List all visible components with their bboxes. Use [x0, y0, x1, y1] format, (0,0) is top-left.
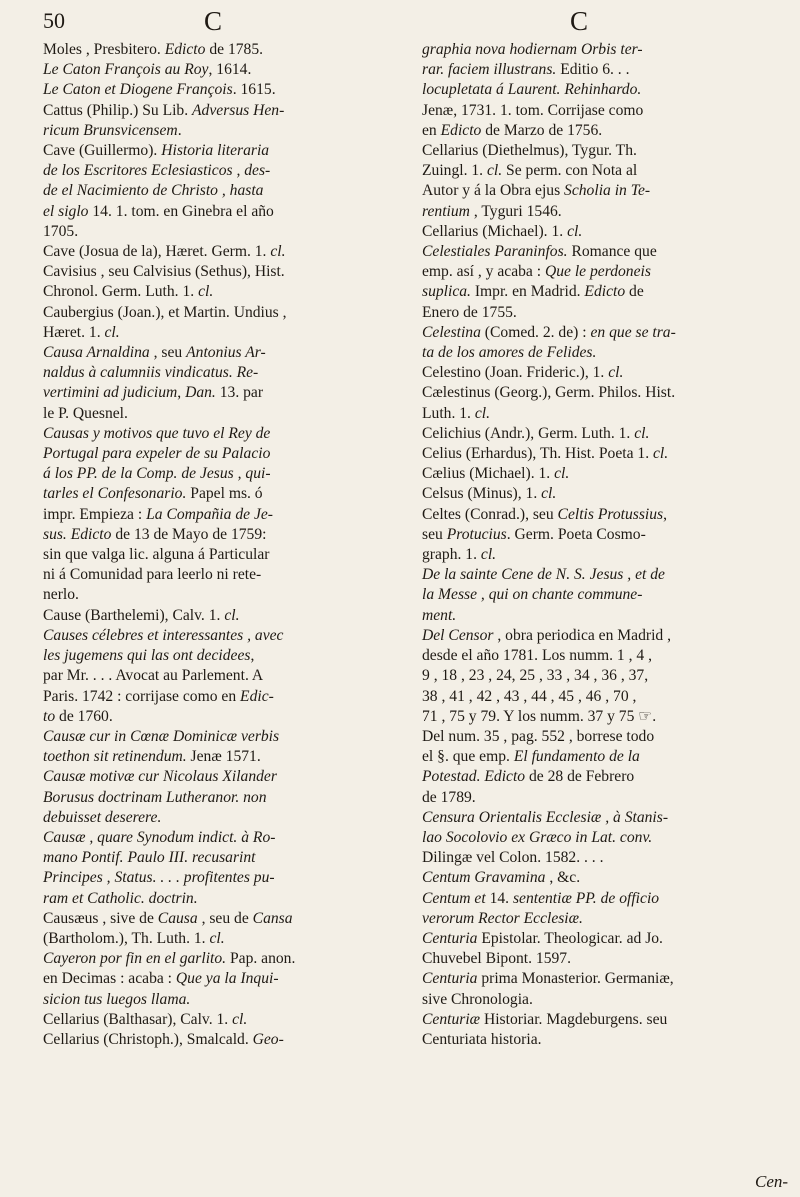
text-line [43, 545, 389, 565]
text: , obra periodica en Madrid , [493, 626, 671, 644]
text: . [177, 121, 182, 139]
text: Del num. 35 , pag. 552 , borrese todo [422, 727, 655, 745]
text-line [43, 464, 389, 484]
text-line [43, 484, 389, 504]
italic-text: Censura Orientalis Ecclesiæ , à Stanis- [422, 808, 669, 826]
text: 14. 1. tom. en Ginebra el año [88, 202, 274, 220]
text: (Bartholom.), Th. Luth. 1. [43, 929, 210, 947]
italic-text: Que le perdoneis [544, 263, 651, 281]
text-line [422, 687, 772, 707]
italic-text: Le Caton et Diogene François [43, 81, 233, 99]
text: emp. así , y acaba : [422, 263, 545, 281]
text: Impr. en Madrid. [470, 283, 585, 301]
italic-text: Edicto [164, 41, 206, 58]
text: Jenæ 1571. [186, 748, 261, 766]
text-line [43, 363, 389, 383]
text-line [422, 626, 772, 646]
text: Jenæ, 1731. 1. tom. Corrijase como [422, 101, 644, 119]
text-line [422, 181, 772, 201]
text: en [422, 121, 441, 139]
text: 14. [485, 889, 513, 907]
text: Causæus , sive de [43, 909, 158, 927]
text-line [422, 848, 772, 868]
italic-text: Del Censor [422, 626, 494, 644]
text-line [43, 747, 389, 767]
text-line [422, 222, 772, 242]
text-line [422, 727, 772, 747]
text: Celsus (Minus), 1. [422, 485, 542, 503]
text-line [43, 990, 389, 1010]
italic-text: Centum Gravamina [422, 869, 546, 887]
text-line [422, 747, 772, 767]
text: de [625, 283, 644, 301]
text: nerlo. [43, 586, 79, 604]
italic-text: Edic- [240, 687, 274, 705]
text-line [43, 242, 389, 262]
text: Celichius (Andr.), Germ. Luth. 1. [422, 424, 635, 442]
text-line [43, 60, 389, 80]
text: desde el año 1781. Los numm. 1 , 4 , [422, 647, 652, 665]
text: , [177, 384, 186, 402]
italic-text: Borusus doctrinam Lutheranor. non [43, 788, 267, 806]
text-line [43, 40, 389, 60]
text-line [43, 969, 389, 989]
text: Se perm. con Nota al [502, 162, 638, 180]
italic-text: ram et Catholic. doctrin. [43, 889, 198, 907]
text: Autor y á la Obra ejus [422, 182, 565, 200]
text-line [422, 101, 772, 121]
italic-text: de el Nacimiento de Christo , hasta [43, 182, 264, 200]
text: seu [422, 525, 447, 543]
italic-text: Causes célebres et interessantes , avec [43, 626, 284, 644]
text-line [422, 444, 772, 464]
italic-text: el siglo [43, 202, 89, 220]
text: Centuriata historia. [422, 1030, 542, 1048]
italic-text: Celtis Protussius [557, 505, 664, 523]
italic-text: Cayeron por fin en el garlito. [43, 950, 227, 968]
text-line [43, 565, 389, 585]
text-line [422, 606, 772, 626]
text-line [43, 141, 389, 161]
text-line [422, 969, 772, 989]
text-line [422, 949, 772, 969]
text-line [422, 424, 772, 444]
italic-text: cl. [554, 465, 570, 483]
text: 71 , 75 y 79. Y los numm. 37 y 75 ☞. [422, 707, 657, 725]
text: Zuingl. 1. [422, 162, 487, 180]
italic-text: Causa [157, 909, 198, 927]
text: Cattus (Philip.) Su Lib. [43, 101, 193, 119]
text-line [422, 646, 772, 666]
text-line [422, 929, 772, 949]
left-column [43, 40, 389, 1050]
italic-text: Adversus Hen- [192, 101, 285, 119]
left-column-letter: C [204, 6, 223, 36]
italic-text: ment. [422, 606, 457, 624]
text: de 13 de Mayo de 1759: [111, 525, 267, 543]
text: de 1760. [55, 707, 113, 725]
italic-text: El fundamento de la [513, 748, 640, 766]
italic-text: Causæ , quare Synodum indict. à Ro- [43, 828, 276, 846]
italic-text: Edicto [440, 121, 482, 139]
text-line [43, 929, 389, 949]
text-line [422, 707, 772, 727]
text-line [43, 889, 389, 909]
italic-text: Celestiales Paraninfos. [422, 243, 568, 261]
text-line [422, 383, 772, 403]
text-line [43, 404, 389, 424]
italic-text: toethon sit retinendum. [43, 748, 187, 766]
italic-text: Scholia in Te- [564, 182, 651, 200]
italic-text: Dan. [185, 384, 216, 402]
italic-text: locupletata á Laurent. Rehinhardo. [422, 81, 642, 99]
text-line [422, 525, 772, 545]
text-line [422, 868, 772, 888]
text-line [43, 666, 389, 686]
italic-text: tarles el Confesonario. [43, 485, 187, 503]
italic-text: Le Caton François au Roy [43, 61, 209, 79]
text-line [43, 767, 389, 787]
text-line [43, 808, 389, 828]
text-line [422, 262, 772, 282]
text: graph. 1. [422, 546, 481, 564]
italic-text: Edicto [584, 283, 626, 301]
text: Epistolar. Theologicar. ad Jo. [477, 929, 663, 947]
italic-text: Causæ motivæ cur Nicolaus Xilander [43, 768, 277, 786]
italic-text: Que ya la Inqui- [175, 970, 279, 988]
text-line [422, 343, 772, 363]
italic-text: suplica. [422, 283, 471, 301]
text-line [43, 788, 389, 808]
italic-text: Causa Arnaldina [43, 344, 150, 362]
text: Celtes (Conrad.), seu [422, 505, 558, 523]
text: de Marzo de 1756. [481, 121, 603, 139]
italic-text: debuisset deserere. [43, 808, 162, 826]
text-line [422, 545, 772, 565]
italic-text: cl. [270, 243, 286, 261]
text-line [422, 1010, 772, 1030]
text-line [43, 727, 389, 747]
text-line [422, 161, 772, 181]
italic-text: cl. [541, 485, 557, 503]
text: Cave (Josua de la), Hæret. Germ. 1. [43, 243, 271, 261]
text-line [43, 444, 389, 464]
text-line [422, 990, 772, 1010]
text-line [43, 909, 389, 929]
right-column [422, 40, 772, 1050]
text: , seu de [197, 909, 253, 927]
text-line [43, 101, 389, 121]
text: , 1614. [208, 61, 252, 79]
italic-text: Portugal para expeler de su Palacio [43, 445, 271, 463]
text: en Decimas : acaba : [43, 970, 176, 988]
text-line [422, 666, 772, 686]
italic-text: mano Pontif. Paulo III. recusarint [43, 849, 256, 867]
italic-text: cl. [104, 323, 120, 341]
text: Cause (Barthelemi), Calv. 1. [43, 606, 225, 624]
text: Pap. anon. [226, 950, 296, 968]
italic-text: Principes , Status. . . . profitentes pu- [43, 869, 275, 887]
text-line [43, 848, 389, 868]
text-line [422, 828, 772, 848]
text: Cælestinus (Georg.), Germ. Philos. Hist. [422, 384, 676, 402]
italic-text: en que se tra- [590, 323, 676, 341]
text-line [43, 424, 389, 444]
text: Enero de 1755. [422, 303, 517, 321]
italic-text: Causæ cur in Cœnæ Dominicæ verbis [43, 727, 280, 745]
text-line [422, 788, 772, 808]
text-line [43, 585, 389, 605]
text: Paris. 1742 : corrijase como en [43, 687, 241, 705]
text: par Mr. . . . Avocat au Parlement. A [43, 667, 264, 685]
text: 38 , 41 , 42 , 43 , 44 , 45 , 46 , 70 , [422, 687, 637, 705]
text-line [43, 181, 389, 201]
text: Papel ms. ó [186, 485, 263, 503]
text: Dilingæ vel Colon. 1582. . . . [422, 849, 604, 867]
italic-text: ta de los amores de Felides. [422, 344, 597, 362]
text: Cellarius (Diethelmus), Tygur. Th. [422, 142, 637, 160]
italic-text: á los PP. de la Comp. de Jesus , qui- [43, 465, 271, 483]
italic-text: Centuria [422, 929, 478, 947]
text: sive Chronologia. [422, 990, 533, 1008]
text-line [43, 80, 389, 100]
text: el §. que emp. [422, 748, 514, 766]
text-line [43, 161, 389, 181]
text: Cellarius (Michael). 1. [422, 222, 568, 240]
text-line [422, 505, 772, 525]
text-line [422, 121, 772, 141]
italic-text: Centuriæ [422, 1010, 481, 1028]
text: Luth. 1. [422, 404, 475, 422]
text: Celestino (Joan. Frideric.), 1. [422, 364, 609, 382]
italic-text: cl. [486, 162, 503, 180]
italic-text: ricum Brunsvicensem [43, 121, 178, 139]
text-line [43, 606, 389, 626]
text-line [422, 767, 772, 787]
text-line [43, 262, 389, 282]
text: Cellarius (Balthasar), Calv. 1. [43, 1010, 233, 1028]
italic-text: Historia literaria [161, 142, 270, 160]
text: Romance que [567, 243, 657, 261]
text-line [43, 626, 389, 646]
text-line [422, 464, 772, 484]
text-line [43, 1030, 389, 1050]
text-line [43, 202, 389, 222]
text-line [43, 383, 389, 403]
text-line [422, 141, 772, 161]
text-line [43, 687, 389, 707]
italic-text: Potestad. Edicto [422, 768, 526, 786]
text: de 28 de Febrero [525, 768, 635, 786]
italic-text: cl. [567, 222, 583, 240]
text: 9 , 18 , 23 , 24, 25 , 33 , 34 , 36 , 37, [422, 667, 649, 685]
text-line [43, 282, 389, 302]
italic-text: cl. [608, 364, 624, 382]
text-line [43, 323, 389, 343]
italic-text: les jugemens qui las ont decidees [43, 647, 251, 665]
text-line [422, 585, 772, 605]
text-line [422, 808, 772, 828]
italic-text: sicion tus luegos llama. [43, 990, 191, 1008]
italic-text: cl. [224, 606, 240, 624]
text-line [43, 646, 389, 666]
italic-text: Cansa [252, 909, 293, 927]
italic-text: cl. [653, 445, 669, 463]
text: , &c. [545, 869, 581, 887]
italic-text: Protucius [446, 525, 507, 543]
text-line [422, 1030, 772, 1050]
italic-text: Centuria [422, 970, 478, 988]
text: , [250, 647, 255, 665]
text: impr. Empieza : [43, 505, 147, 523]
text: Cellarius (Christoph.), Smalcald. [43, 1030, 253, 1048]
text-line [43, 121, 389, 141]
italic-text: rentium [422, 202, 470, 220]
italic-text: graphia nova hodiernam Orbis ter- [422, 41, 643, 58]
text: de 1789. [422, 788, 476, 806]
italic-text: Geo- [252, 1030, 284, 1048]
text-line [422, 282, 772, 302]
text-line [422, 404, 772, 424]
text-line [43, 868, 389, 888]
text-line [43, 949, 389, 969]
italic-text: naldus à calumniis vindicatus. Re- [43, 364, 259, 382]
text: de 1785. [205, 41, 264, 58]
italic-text: lao Socolovio ex Græco in Lat. conv. [422, 828, 653, 846]
text-line [422, 565, 772, 585]
italic-text: vertimini ad judicium [43, 384, 178, 402]
italic-text: cl. [480, 546, 497, 564]
italic-text: de los Escritores Eclesiasticos , des- [43, 162, 271, 180]
text-line [422, 363, 772, 383]
text-line [422, 303, 772, 323]
text: Cælius (Michael). 1. [422, 465, 555, 483]
text: Caubergius (Joan.), et Martin. Undius , [43, 303, 287, 321]
text-line [422, 242, 772, 262]
catchword: Cen- [755, 1172, 789, 1191]
text-line [43, 303, 389, 323]
text-line [43, 707, 389, 727]
text: Editio 6. . . [556, 61, 630, 79]
text: Historiar. Magdeburgens. seu [480, 1010, 668, 1028]
text: Chuvebel Bipont. 1597. [422, 950, 572, 968]
italic-text: la Messe , qui on chante commune- [422, 586, 643, 604]
text-line [422, 40, 772, 60]
text-line [422, 202, 772, 222]
italic-text: La Compañia de Je- [146, 505, 273, 523]
italic-text: Centum et [422, 889, 486, 907]
text: , [663, 505, 668, 523]
text-line [43, 222, 389, 242]
text-line [422, 484, 772, 504]
text: le P. Quesnel. [43, 404, 128, 422]
page-number: 50 [43, 8, 65, 33]
text-line [43, 525, 389, 545]
italic-text: to [43, 707, 56, 725]
text: Moles , Presbitero. [43, 41, 165, 58]
text: 1705. [43, 222, 79, 240]
text: 13. par [215, 384, 264, 402]
italic-text: De la sainte Cene de N. S. Jesus , et de [422, 566, 665, 584]
text: Celius (Erhardus), Th. Hist. Poeta 1. [422, 445, 653, 463]
text: . Germ. Poeta Cosmo- [506, 525, 646, 543]
text-line [43, 343, 389, 363]
text: , seu [149, 344, 187, 362]
text-line [422, 323, 772, 343]
text: (Comed. 2. de) : [480, 323, 591, 341]
text: Cave (Guillermo). [43, 142, 162, 160]
text-line [422, 80, 772, 100]
italic-text: cl. [209, 929, 225, 947]
text-line [422, 909, 772, 929]
text-line [43, 505, 389, 525]
text: . 1615. [232, 81, 276, 99]
text: sin que valga lic. alguna á Particular [43, 546, 270, 564]
text-line [43, 1010, 389, 1030]
text-line [422, 60, 772, 80]
text: Chronol. Germ. Luth. 1. [43, 283, 199, 301]
italic-text: cl. [198, 283, 214, 301]
text: ni á Comunidad para leerlo ni rete- [43, 566, 262, 584]
italic-text: Celestina [422, 323, 481, 341]
italic-text: verorum Rector Ecclesiæ. [422, 909, 583, 927]
right-column-letter: C [570, 6, 589, 36]
italic-text: Causas y motivos que tuvo el Rey de [43, 424, 271, 442]
text-line [422, 889, 772, 909]
text: Cavisius , seu Calvisius (Sethus), Hist. [43, 263, 285, 281]
italic-text: cl. [232, 1010, 248, 1028]
italic-text: sententiæ PP. de officio [512, 889, 660, 907]
text: , Tyguri 1546. [469, 202, 562, 220]
italic-text: rar. faciem illustrans. [422, 61, 557, 79]
italic-text: cl. [474, 404, 490, 422]
text: Hæret. 1. [43, 323, 105, 341]
italic-text: cl. [634, 424, 650, 442]
text-line [43, 828, 389, 848]
text: prima Monasterior. Germaniæ, [477, 970, 674, 988]
italic-text: sus. Edicto [43, 525, 112, 543]
italic-text: Antonius Ar- [186, 344, 266, 362]
